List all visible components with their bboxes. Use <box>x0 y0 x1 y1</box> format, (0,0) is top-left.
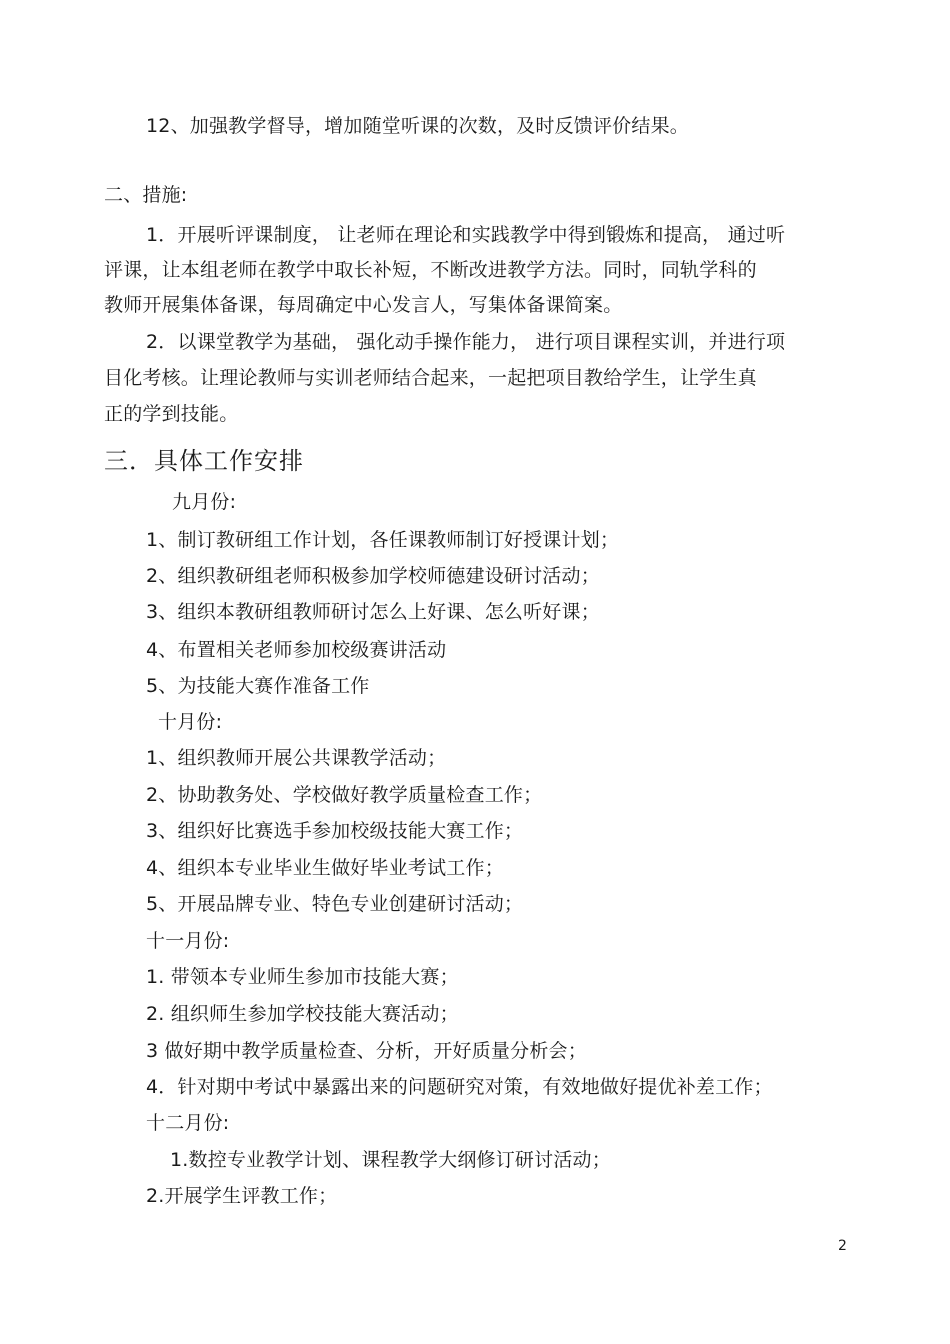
november-item: 1. 带领本专业师生参加市技能大赛； <box>146 966 459 988</box>
september-item: 1、制订教研组工作计划，各任课教师制订好授课计划； <box>146 529 620 551</box>
october-item: 4、组织本专业毕业生做好毕业考试工作； <box>146 857 504 879</box>
measure2-line1: 2．以课堂教学为基础， 强化动手操作能力， 进行项目课程实训，并进行项 <box>146 331 786 353</box>
september-item: 2、组织教研组老师积极参加学校师德建设研讨活动； <box>146 565 600 587</box>
september-item: 3、组织本教研组教师研讨怎么上好课、怎么听好课； <box>146 601 600 623</box>
december-item: 1.数控专业教学计划、课程教学大纲修订研讨活动； <box>170 1149 611 1171</box>
september-item: 5、为技能大赛作准备工作 <box>146 675 370 697</box>
section3-title: 三．具体工作安排 <box>104 447 304 475</box>
october-title: 十月份: <box>158 711 223 733</box>
measure1-line3: 教师开展集体备课，每周确定中心发言人，写集体备课简案。 <box>104 294 623 316</box>
section2-title: 二、措施: <box>104 184 188 206</box>
measure1-line2: 评课，让本组老师在教学中取长补短，不断改进教学方法。同时，同轨学科的 <box>104 259 757 281</box>
october-item: 1、组织教师开展公共课教学活动； <box>146 747 447 769</box>
measure2-line3: 正的学到技能。 <box>104 403 239 425</box>
november-item: 2. 组织师生参加学校技能大赛活动； <box>146 1003 459 1025</box>
measure2-line2: 目化考核。让理论教师与实训老师结合起来，一起把项目教给学生，让学生真 <box>104 367 757 389</box>
december-item: 2.开展学生评教工作； <box>146 1185 338 1207</box>
november-item: 4．针对期中考试中暴露出来的问题研究对策，有效地做好提优补差工作； <box>146 1076 773 1098</box>
page-number: 2 <box>838 1238 847 1254</box>
october-item: 2、协助教务处、学校做好教学质量检查工作； <box>146 784 543 806</box>
september-item: 4、布置相关老师参加校级赛讲活动 <box>146 639 447 661</box>
october-item: 5、开展品牌专业、特色专业创建研讨活动； <box>146 893 524 915</box>
measure1-line1: 1．开展听评课制度， 让老师在理论和实践教学中得到锻炼和提高， 通过听 <box>146 224 786 246</box>
november-item: 3 做好期中教学质量检查、分析，开好质量分析会； <box>146 1040 587 1062</box>
november-title: 十一月份: <box>146 930 230 952</box>
september-title: 九月份: <box>172 491 237 513</box>
december-title: 十二月份: <box>146 1112 230 1134</box>
october-item: 3、组织好比赛选手参加校级技能大赛工作； <box>146 820 524 842</box>
item-12: 12、加强教学督导，增加随堂听课的次数，及时反馈评价结果。 <box>146 115 689 137</box>
